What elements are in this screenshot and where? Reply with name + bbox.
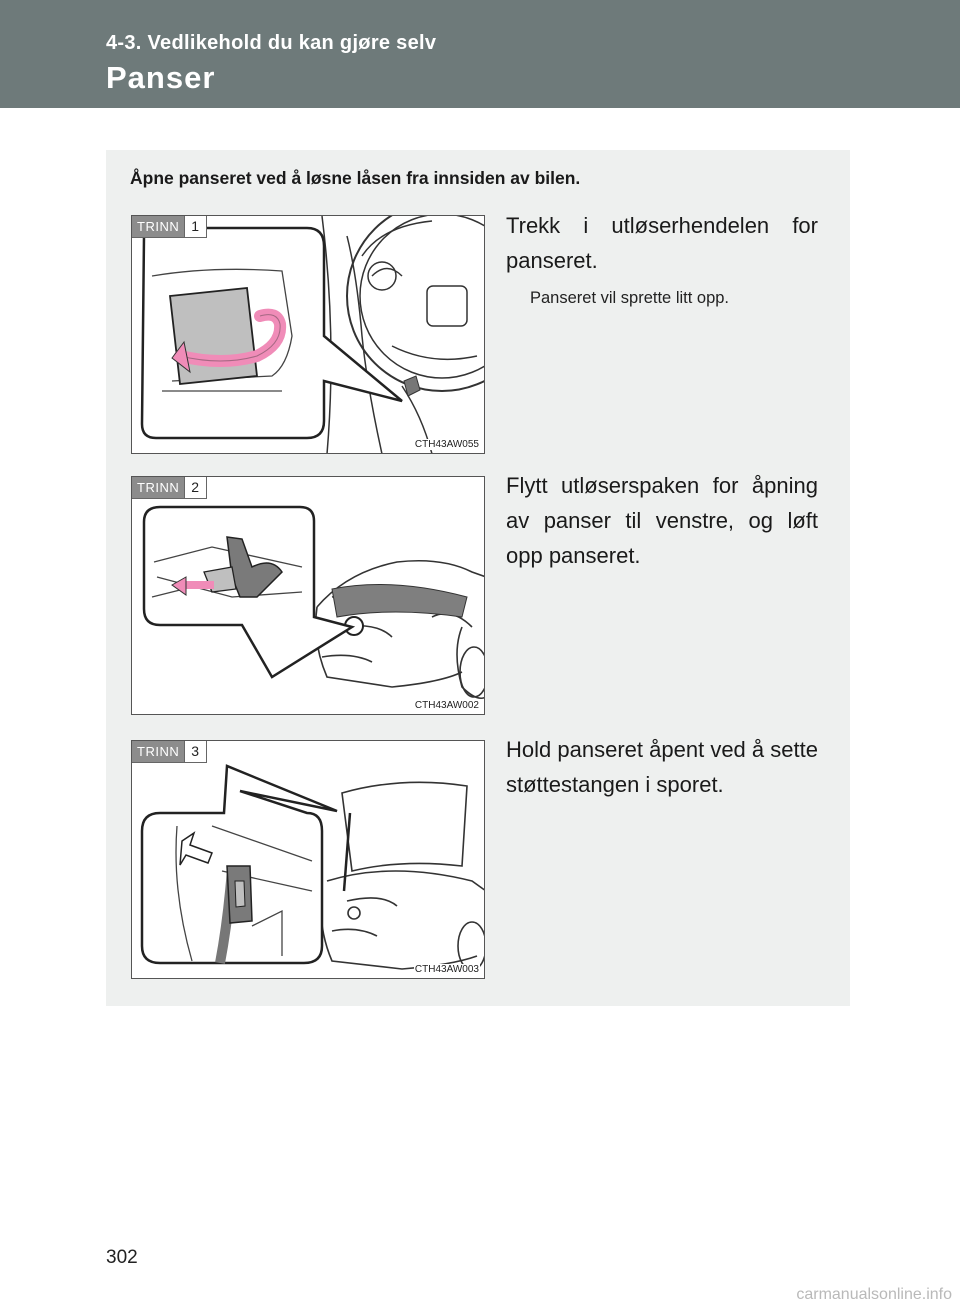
step-word: TRINN <box>132 216 184 237</box>
step-word: TRINN <box>132 477 184 498</box>
step-number: 1 <box>184 216 206 237</box>
step-2-text: Flytt utløserspaken for åpning av panser til venstre, og løft opp panseret. <box>506 473 818 568</box>
figure-code: CTH43AW002 <box>414 700 479 711</box>
step-1-illustration <box>131 215 485 454</box>
page-title: Panser <box>106 60 216 95</box>
step-1-note: Panseret vil sprette litt opp. <box>530 289 730 307</box>
step-1-text: Trekk i utløserhendelen for panseret. <box>506 213 818 273</box>
figure-code: CTH43AW003 <box>414 964 479 975</box>
step-tag <box>132 477 207 499</box>
hood-support-rod-drawing <box>132 741 485 979</box>
figure-code: CTH43AW055 <box>414 439 479 450</box>
page-number: 302 <box>106 1247 138 1268</box>
step-number: 2 <box>184 477 206 498</box>
step-2-illustration <box>131 476 485 715</box>
step-number: 3 <box>184 741 206 762</box>
intro-text: Åpne panseret ved å løsne låsen fra innsiden av bilen. <box>130 168 581 188</box>
watermark: carmanualsonline.info <box>796 1286 952 1303</box>
step-word: TRINN <box>132 741 184 762</box>
step-3-text: Hold panseret åpent ved å sette støttestangen i sporet. <box>506 737 818 797</box>
hood-latch-drawing <box>132 477 485 715</box>
step-tag <box>132 741 207 763</box>
hood-release-lever-drawing <box>132 216 485 454</box>
page-header <box>0 0 960 108</box>
step-tag <box>132 216 207 238</box>
step-3-illustration <box>131 740 485 979</box>
section-heading: 4-3. Vedlikehold du kan gjøre selv <box>106 32 437 54</box>
